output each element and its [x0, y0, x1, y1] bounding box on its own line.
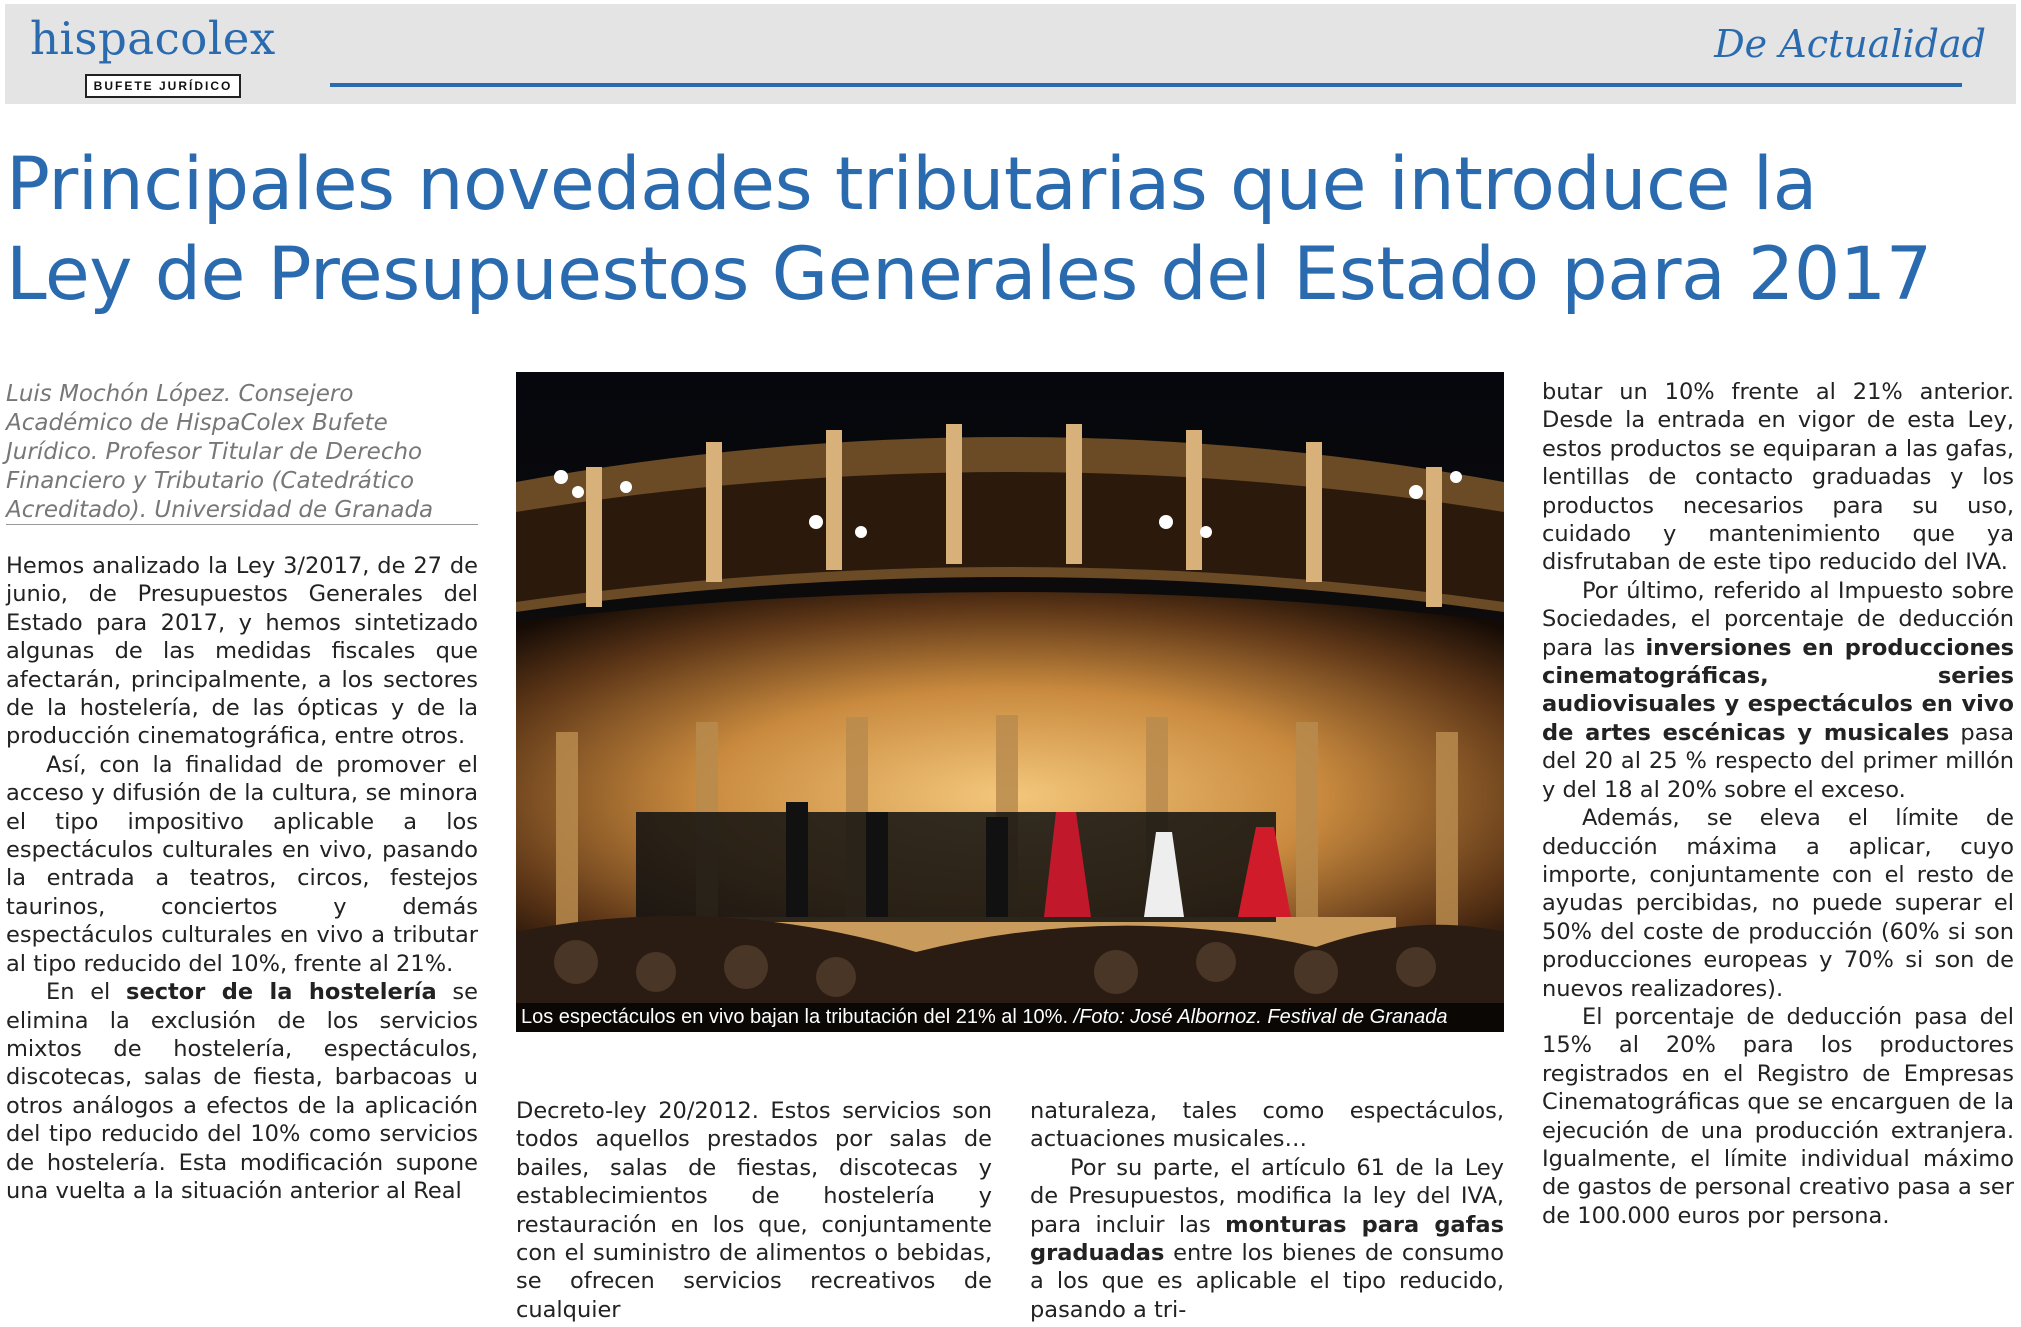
paragraph: butar un 10% frente al 21% anterior. Desde la entrada en vigor de esta Ley, estos productos se equiparan a las gafas, lentillas de contacto graduadas y los productos necesarios para su uso, cuidado y mantenimiento que ya disfrutaban de este tipo reducido del IVA. — [1542, 379, 2014, 576]
section-rule — [330, 83, 1962, 87]
bold-text: monturas para gafas graduadas — [1030, 1211, 1504, 1267]
text-run: pasa del 20 al 25 % respecto del primer millón y del 18 al 20% sobre el exceso. — [1542, 719, 2015, 803]
article-column-4 — [1542, 378, 2014, 1230]
section-label: De Actualidad — [1714, 22, 1986, 66]
page-header — [5, 4, 2016, 104]
paragraph: Hemos analizado la Ley 3/2017, de 27 de junio, de Presupuestos Generales del Estado para 2017, y hemos sintetizado algunas de las medidas fiscales que afectarán, principalmente, a los sectores de la hostelería, de las ópticas y de la producción cinematográfica, entre otros. — [6, 553, 478, 750]
paragraph: El porcentaje de deducción pasa del 15% al 20% para los productores registrados en el Registro de Empresas Cinematográficas que se encarguen de la ejecución de una producción extranjera. Igualmente, el límite individual máximo de gastos de personal creativo pasa a ser de 100.000 euros por persona. — [1542, 1003, 2014, 1229]
paragraph: Así, con la finalidad de promover el acceso y difusión de la cultura, se minora el tipo impositivo aplicable a los espectáculos culturales en vivo, pasando la entrada a teatros, circos, festejos taurinos, conciertos y demás espectáculos culturales en vivo a tributar al tipo reducido del 10%, frente al 21%. — [6, 751, 478, 977]
photo-caption — [516, 1003, 1504, 1032]
article-title — [6, 140, 1996, 320]
article-column-3 — [1030, 1097, 1504, 1324]
paragraph: Decreto-ley 20/2012. Estos servicios son todos aquellos prestados por salas de bailes, salas de fiestas, discotecas y establecimientos de hostelería y restauración en los que, conjuntamente con el suministro de alimentos o bebidas, se ofrecen servicios recreativos de cualquier — [516, 1098, 992, 1323]
photo-credit: /Foto: José Albornoz. Festival de Granada — [1073, 1006, 1448, 1028]
text-run: Por su parte, el artículo 61 de la Ley de Presupuestos, modifica la ley del IVA, para incluir las — [1030, 1154, 1504, 1238]
logo-tagline: BUFETE JURÍDICO — [85, 74, 241, 98]
caption-text: Los espectáculos en vivo bajan la tributación del 21% al 10%. — [521, 1006, 1069, 1028]
paragraph: Además, se eleva el límite de deducción máxima a aplicar, cuyo importe, conjuntamente con el resto de ayudas percibidas, no puede superar el 50% del coste de producción (60% si son producciones europeas y 70% si son de nuevos realizadores). — [1542, 805, 2014, 1002]
text-run: se elimina la exclusión de los servicios mixtos de hostelería, espectáculos, discotecas, salas de fiesta, barbacoas u otros análogos a efectos de la aplicación del tipo reducido del 10% como servicios de hostelería. Esta modificación supone una vuelta a la situación anterior al Real — [6, 979, 479, 1204]
concert-stage-icon — [516, 372, 1504, 1032]
paragraph: naturaleza, tales como espectáculos, actuaciones musicales… — [1030, 1098, 1504, 1153]
paragraph — [1542, 577, 2014, 804]
title-line-1: Principales novedades tributarias que introduce la — [6, 142, 1817, 227]
text-run: En el — [46, 979, 127, 1006]
article-column-2 — [516, 1097, 992, 1324]
paragraph — [1030, 1154, 1504, 1324]
hispacolex-logo: hispacolex — [30, 12, 276, 65]
concert-stage-photo — [516, 372, 1504, 1032]
text-run: entre los bienes de consumo a los que es aplicable el tipo reducido, pasando a tri- — [1030, 1240, 1504, 1323]
paragraph — [6, 978, 478, 1205]
author-byline: Luis Mochón López. Consejero Académico de HispaColex Bufete Jurídico. Profesor Titular de Derecho Financiero y Tributario (Catedrático Acreditado). Universidad de Granada — [6, 381, 434, 523]
bold-text: sector de la hostelería — [126, 979, 437, 1006]
bold-text: inversiones en producciones cinematográficas, series audiovisuales y espectáculos en vivo de artes escénicas y musicales — [1542, 634, 2014, 746]
article-column-1 — [6, 552, 478, 1205]
text-run: Por último, referido al Impuesto sobre Sociedades, el porcentaje de deducción para las — [1542, 577, 2014, 661]
title-line-2: Ley de Presupuestos Generales del Estado para 2017 — [6, 232, 1932, 317]
byline-divider — [6, 524, 478, 525]
